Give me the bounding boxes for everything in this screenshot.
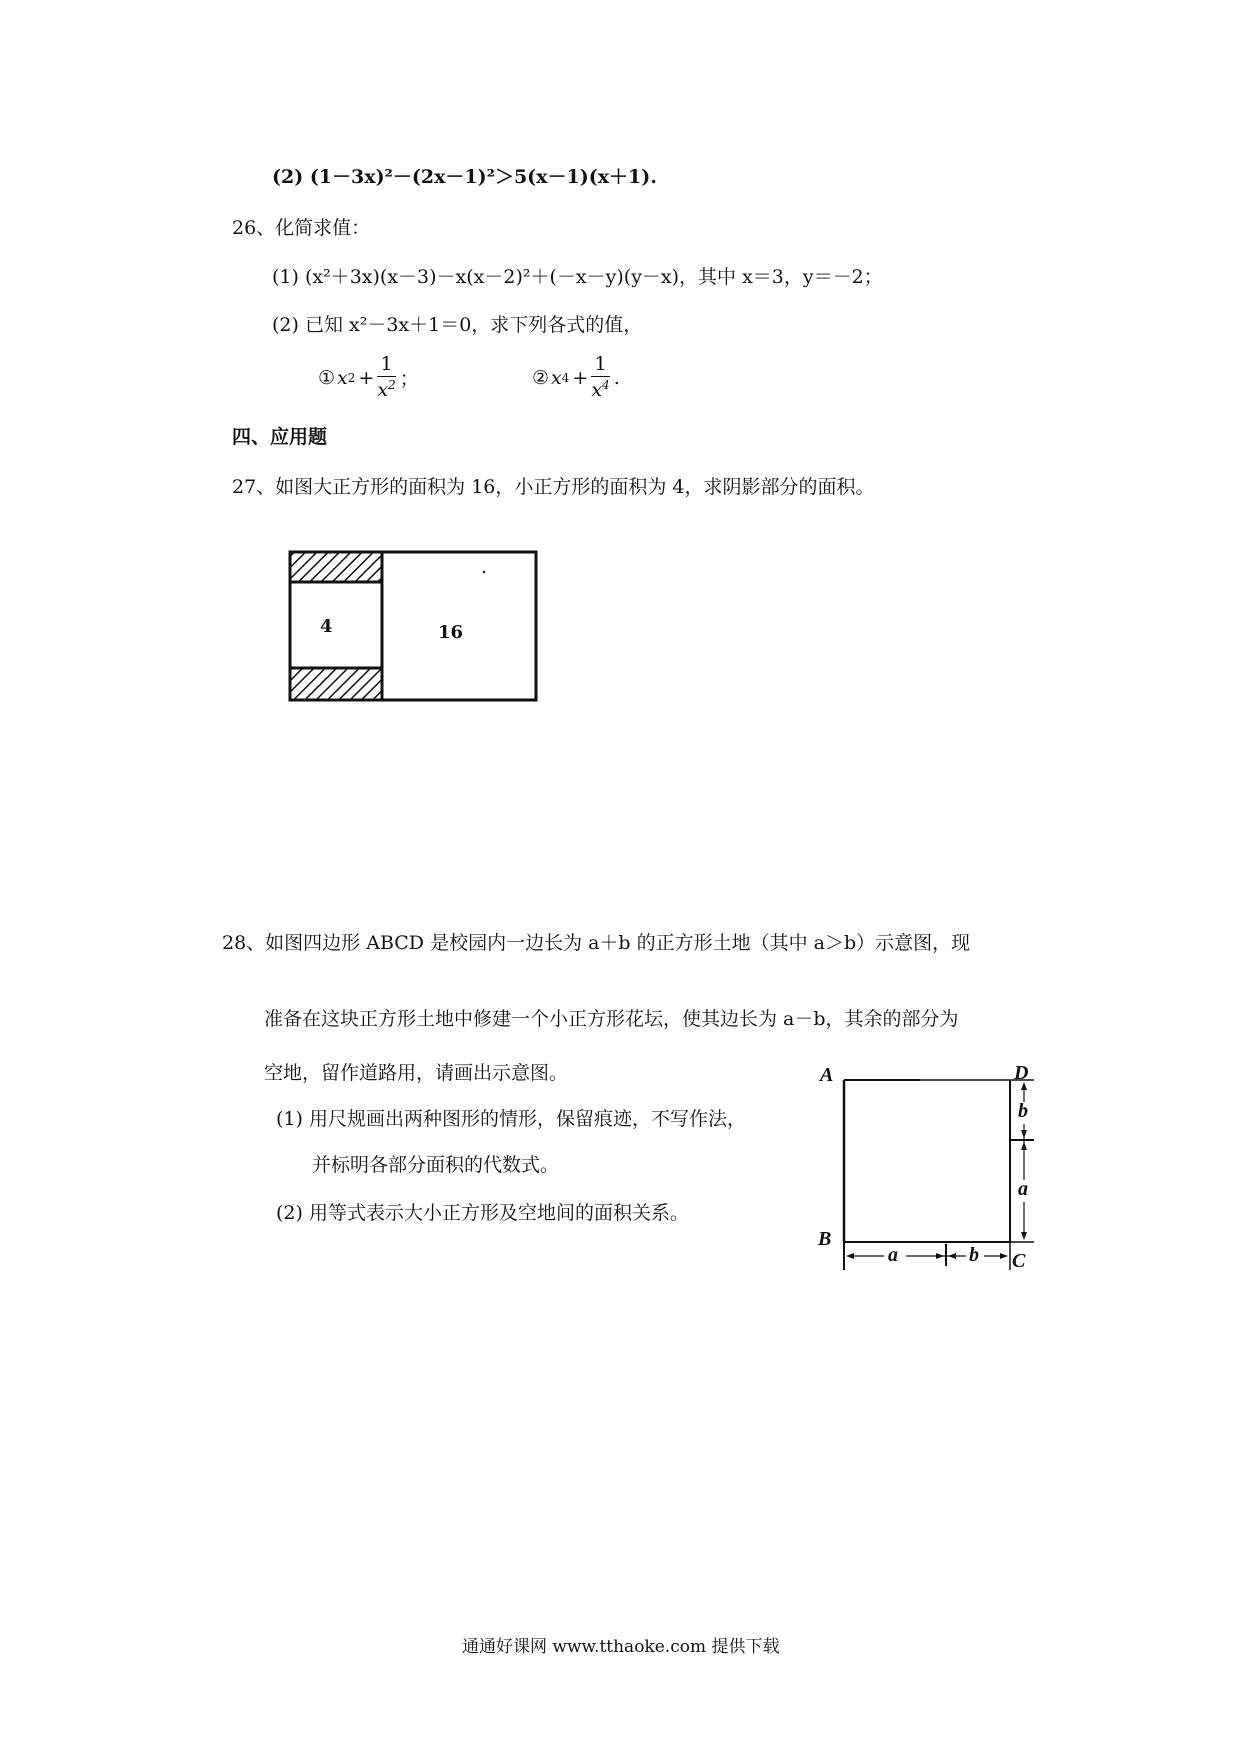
big-square-label: 16 — [438, 622, 464, 643]
q26-sub1-den-base: x — [377, 379, 389, 401]
label-a-vertex: A — [820, 1064, 834, 1086]
q26-sub2-numerator: 1 — [591, 352, 609, 377]
label-b-vertex: B — [818, 1228, 832, 1250]
q26-sub1-numerator: 1 — [377, 352, 395, 377]
q28-line3: 空地，留作道路用，请画出示意图。 — [264, 1062, 569, 1084]
q26-sub2-fraction — [591, 352, 609, 403]
q26-part2: (2) 已知 x²－3x＋1＝0，求下列各式的值， — [272, 314, 643, 336]
small-square-label: 4 — [320, 616, 333, 637]
q28-line1: 28、如图四边形 ABCD 是校园内一边长为 a＋b 的正方形土地（其中 a＞b）示意图，现 — [222, 932, 971, 954]
q28-part1-line1: (1) 用尺规画出两种图形的情形，保留痕迹，不写作法， — [276, 1108, 746, 1130]
shaded-top — [290, 552, 382, 582]
q28-figure-svg — [808, 1060, 1058, 1280]
q26-sub2-denominator — [591, 377, 609, 403]
label-a-right: a — [1018, 1178, 1028, 1200]
q26-sub1-prefix: ① — [318, 366, 336, 389]
arrow-right-bottom — [1021, 1232, 1027, 1240]
q26-sub1-plus: + — [358, 366, 375, 389]
q26-sub2-expression: ② x 4 + $\frac{1}{x^4}$ . — [532, 353, 620, 401]
page-footer: 通通好课网 www.tthaoke.com 提供下载 — [462, 1637, 780, 1657]
q26-sub1-end: ； — [399, 368, 419, 390]
q26-sub2-end: . — [613, 366, 620, 389]
q26-sub2-prefix: ② — [532, 366, 550, 389]
arrow-bottom-mid-left — [936, 1253, 944, 1259]
q26-sub2-den-base: x — [591, 379, 603, 401]
small-square — [290, 582, 382, 668]
speck — [483, 571, 485, 573]
q26-sub2-den-exp: 4 — [602, 378, 610, 392]
q27-text: 27、如图大正方形的面积为 16，小正方形的面积为 4，求阴影部分的面积。 — [232, 476, 875, 498]
arrow-right-mid-up — [1021, 1130, 1027, 1138]
q26-sub1-den-exp: 2 — [388, 378, 396, 392]
arrow-right-mid-down — [1021, 1142, 1027, 1150]
q26-sub1-fraction — [377, 352, 395, 403]
q26-sub1-base: x — [337, 366, 348, 389]
arrow-bottom-mid-right — [948, 1253, 956, 1259]
q26-part1: (1) (x²＋3x)(x－3)－x(x－2)²＋(－x－y)(y－x)，其中 x＝3，y＝－2； — [272, 266, 883, 288]
q26-title: 26、化简求值： — [232, 217, 371, 239]
label-d-vertex: D — [1014, 1062, 1029, 1084]
arrow-bottom-right — [1000, 1253, 1008, 1259]
q26-sub1-expression: ① x 2 + $\frac{1}{x^2}$ ； — [318, 353, 419, 401]
shaded-bottom — [290, 668, 382, 700]
q28-figure — [808, 1060, 1058, 1280]
q28-part1-line2: 并标明各部分面积的代数式。 — [312, 1154, 560, 1176]
arrow-bottom-left — [846, 1253, 854, 1259]
q27-figure — [286, 548, 544, 706]
q26-sub2-base: x — [551, 366, 562, 389]
q26-sub1-denominator — [377, 377, 395, 403]
label-b-bottom: b — [969, 1244, 979, 1266]
label-c-vertex: C — [1012, 1250, 1026, 1272]
q26-sub2-plus: + — [572, 366, 589, 389]
label-a-bottom: a — [888, 1244, 898, 1266]
q28-line2: 准备在这块正方形土地中修建一个小正方形花坛，使其边长为 a－b，其余的部分为 — [264, 1008, 959, 1030]
section4-title: 四、应用题 — [232, 426, 328, 448]
label-b-right: b — [1018, 1100, 1028, 1122]
q28-part2: (2) 用等式表示大小正方形及空地间的面积关系。 — [276, 1202, 689, 1224]
q25-part2: (2) (1－3x)²－(2x－1)²＞5(x－1)(x＋1). — [272, 166, 657, 188]
